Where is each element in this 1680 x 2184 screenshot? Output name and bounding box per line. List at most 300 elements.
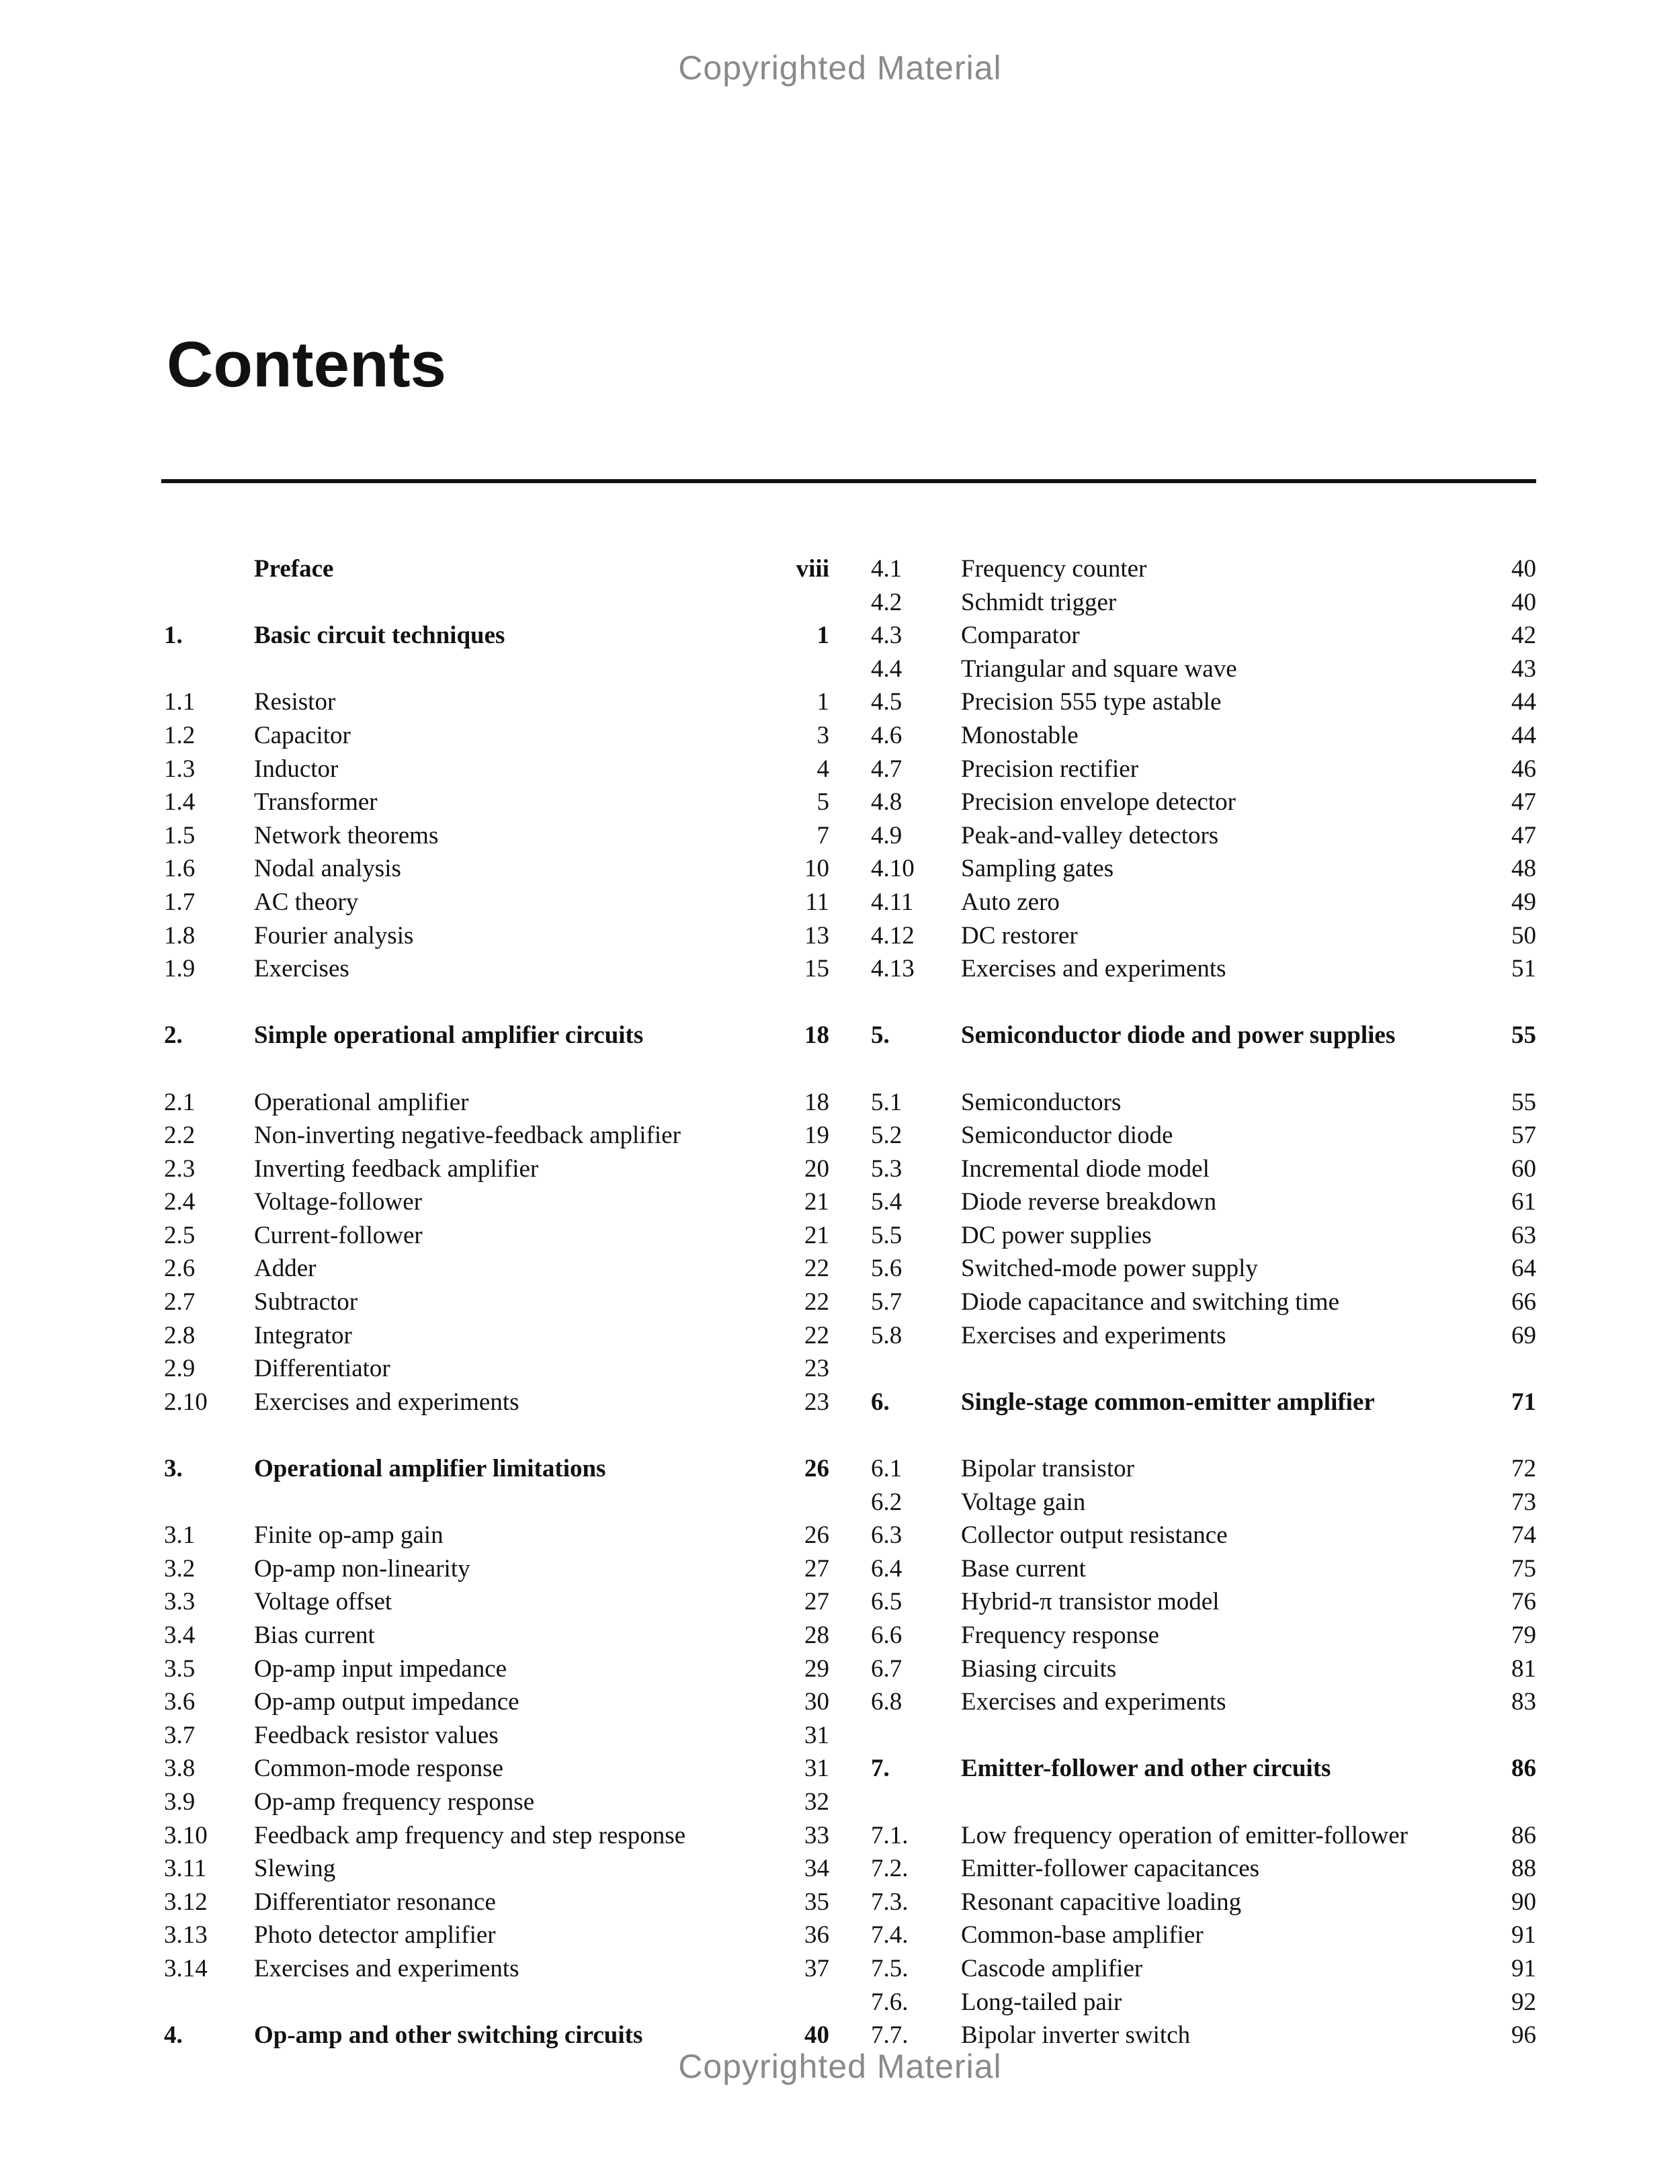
toc-section-entry: [871, 919, 1536, 953]
entry-title: Current-follower: [254, 1221, 423, 1249]
entry-page: 55: [1511, 1088, 1536, 1116]
entry-title: Base current: [961, 1554, 1086, 1583]
toc-chapter-entry: [871, 1386, 1536, 1419]
entry-title: Diode capacitance and switching time: [961, 1288, 1340, 1316]
toc-section-entry: [871, 753, 1536, 786]
toc-section-entry: [164, 1286, 829, 1319]
toc-section-entry: [164, 1185, 829, 1219]
toc-section-entry: [871, 1886, 1536, 1919]
entry-number: 4.9: [871, 821, 902, 849]
entry-number: 1.9: [164, 955, 196, 983]
entry-number: 1.7: [164, 888, 196, 916]
entry-title: Exercises and experiments: [961, 955, 1226, 983]
entry-title: Finite op-amp gain: [254, 1521, 444, 1550]
entry-page: 60: [1511, 1154, 1536, 1183]
entry-number: 1.2: [164, 721, 196, 749]
entry-page: 33: [804, 1821, 829, 1849]
toc-section-entry: [164, 1386, 829, 1419]
entry-title: Sampling gates: [961, 855, 1114, 883]
entry-page: 7: [816, 821, 829, 849]
entry-title: Low frequency operation of emitter-follower: [961, 1821, 1408, 1849]
entry-title: Preface: [254, 555, 334, 583]
toc-section-entry: [164, 1252, 829, 1286]
toc-left-column: [164, 552, 829, 2052]
entry-number: 3.11: [164, 1855, 207, 1883]
toc-section-entry: [164, 719, 829, 753]
entry-page: 20: [804, 1154, 829, 1183]
entry-number: 3.1: [164, 1521, 196, 1550]
entry-number: 3.: [164, 1455, 183, 1483]
entry-number: 3.3: [164, 1588, 196, 1616]
entry-page: 83: [1511, 1688, 1536, 1716]
entry-title: Emitter-follower capacitances: [961, 1855, 1260, 1883]
entry-title: Semiconductors: [961, 1088, 1122, 1116]
entry-page: 29: [804, 1654, 829, 1683]
entry-page: 44: [1511, 721, 1536, 749]
toc-section-entry: [164, 786, 829, 819]
entry-number: 7.5.: [871, 1954, 909, 1982]
entry-page: 46: [1511, 755, 1536, 783]
entry-title: Integrator: [254, 1321, 352, 1349]
entry-number: 2.: [164, 1021, 183, 1050]
entry-title: Capacitor: [254, 721, 351, 749]
entry-title: Op-amp output impedance: [254, 1688, 519, 1716]
entry-page: 15: [804, 955, 829, 983]
toc-section-entry: [871, 1519, 1536, 1552]
toc-section-entry: [164, 1752, 829, 1786]
entry-page: 22: [804, 1321, 829, 1349]
toc-section-entry: [164, 1685, 829, 1719]
toc-section-entry: [164, 919, 829, 953]
entry-page: 23: [804, 1355, 829, 1383]
entry-page: 18: [804, 1021, 829, 1050]
toc-spacer: [164, 1486, 829, 1519]
entry-page: 3: [816, 721, 829, 749]
entry-page: 1: [816, 622, 829, 650]
entry-title: Operational amplifier: [254, 1088, 469, 1116]
entry-title: Non-inverting negative-feedback amplifier: [254, 1122, 681, 1150]
entry-page: 66: [1511, 1288, 1536, 1316]
toc-spacer: [871, 1052, 1536, 1086]
entry-title: Precision 555 type astable: [961, 688, 1222, 716]
toc-chapter-entry: [164, 1452, 829, 1486]
entry-title: Photo detector amplifier: [254, 1921, 496, 1949]
entry-number: 5.6: [871, 1255, 902, 1283]
entry-page: 4: [816, 755, 829, 783]
entry-page: 88: [1511, 1855, 1536, 1883]
entry-number: 7.3.: [871, 1888, 909, 1916]
toc-section-entry: [164, 1952, 829, 1986]
entry-page: 61: [1511, 1188, 1536, 1216]
toc-section-entry: [871, 1185, 1536, 1219]
entry-page: 74: [1511, 1521, 1536, 1550]
entry-number: 4.11: [871, 888, 914, 916]
entry-number: 5.2: [871, 1122, 902, 1150]
toc-section-entry: [871, 1286, 1536, 1319]
entry-title: Slewing: [254, 1855, 336, 1883]
entry-number: 2.10: [164, 1388, 208, 1416]
entry-page: 13: [804, 921, 829, 950]
entry-page: 32: [804, 1788, 829, 1816]
entry-title: Exercises and experiments: [961, 1688, 1226, 1716]
entry-title: Exercises and experiments: [254, 1388, 519, 1416]
entry-page: 31: [804, 1721, 829, 1749]
entry-number: 2.2: [164, 1122, 196, 1150]
entry-number: 5.1: [871, 1088, 902, 1116]
toc-chapter-entry: [871, 1752, 1536, 1786]
entry-page: 50: [1511, 921, 1536, 950]
toc-spacer: [164, 1419, 829, 1452]
entry-title: Precision envelope detector: [961, 788, 1236, 816]
entry-page: 69: [1511, 1321, 1536, 1349]
entry-page: 23: [804, 1388, 829, 1416]
entry-page: 11: [805, 888, 829, 916]
entry-number: 2.9: [164, 1355, 196, 1383]
toc-section-entry: [871, 552, 1536, 586]
entry-number: 7.1.: [871, 1821, 909, 1849]
toc-section-entry: [871, 786, 1536, 819]
entry-title: Op-amp and other switching circuits: [254, 2021, 643, 2050]
toc-section-entry: [871, 685, 1536, 719]
entry-title: Nodal analysis: [254, 855, 401, 883]
entry-page: 86: [1511, 1755, 1536, 1783]
entry-page: 64: [1511, 1255, 1536, 1283]
toc-section-entry: [164, 1585, 829, 1619]
entry-title: Comparator: [961, 622, 1080, 650]
toc-section-entry: [871, 1952, 1536, 1986]
entry-title: Switched-mode power supply: [961, 1255, 1258, 1283]
toc-section-entry: [164, 1519, 829, 1552]
entry-number: 3.8: [164, 1755, 196, 1783]
entry-title: Precision rectifier: [961, 755, 1139, 783]
entry-title: Diode reverse breakdown: [961, 1188, 1217, 1216]
entry-title: Bipolar inverter switch: [961, 2021, 1191, 2050]
toc-section-entry: [164, 1086, 829, 1120]
entry-number: 4.13: [871, 955, 915, 983]
entry-number: 7.2.: [871, 1855, 909, 1883]
entry-number: 4.10: [871, 855, 915, 883]
entry-page: 34: [804, 1855, 829, 1883]
entry-title: Basic circuit techniques: [254, 622, 505, 650]
toc-section-entry: [871, 1986, 1536, 2019]
page-title: Contents: [167, 329, 446, 401]
entry-number: 2.7: [164, 1288, 196, 1316]
toc-spacer: [871, 1419, 1536, 1452]
entry-page: 96: [1511, 2021, 1536, 2050]
toc-section-entry: [164, 1219, 829, 1253]
entry-title: Exercises and experiments: [254, 1954, 519, 1982]
entry-title: Common-base amplifier: [961, 1921, 1204, 1949]
entry-page: 40: [1511, 588, 1536, 616]
entry-title: Fourier analysis: [254, 921, 414, 950]
entry-number: 6.6: [871, 1622, 902, 1649]
entry-page: 26: [804, 1455, 829, 1483]
entry-title: Emitter-follower and other circuits: [961, 1755, 1331, 1783]
toc-section-entry: [871, 586, 1536, 620]
entry-page: 57: [1511, 1122, 1536, 1150]
entry-title: Biasing circuits: [961, 1654, 1117, 1683]
entry-number: 3.10: [164, 1821, 208, 1849]
toc-section-entry: [871, 653, 1536, 686]
entry-number: 4.1: [871, 555, 902, 583]
entry-page: 72: [1511, 1455, 1536, 1483]
entry-title: Adder: [254, 1255, 317, 1283]
entry-page: 19: [804, 1122, 829, 1150]
toc-spacer: [871, 986, 1536, 1019]
toc-section-entry: [871, 1152, 1536, 1186]
toc-section-entry: [164, 1352, 829, 1386]
entry-number: 3.9: [164, 1788, 196, 1816]
toc-section-entry: [871, 1919, 1536, 1952]
entry-page: 40: [804, 2021, 829, 2050]
entry-title: Auto zero: [961, 888, 1060, 916]
toc-section-entry: [871, 1086, 1536, 1120]
entry-number: 4.: [164, 2021, 183, 2050]
toc-spacer: [164, 586, 829, 620]
entry-title: Exercises and experiments: [961, 1321, 1226, 1349]
entry-number: 1.4: [164, 788, 196, 816]
toc-section-entry: [871, 1619, 1536, 1652]
entry-number: 5.: [871, 1021, 890, 1050]
toc-section-entry: [871, 1852, 1536, 1886]
entry-page: 22: [804, 1255, 829, 1283]
toc-section-entry: [164, 1786, 829, 1819]
entry-page: 1: [816, 688, 829, 716]
entry-title: Op-amp non-linearity: [254, 1554, 470, 1583]
entry-title: Monostable: [961, 721, 1079, 749]
toc-section-entry: [164, 886, 829, 919]
toc-section-entry: [871, 1685, 1536, 1719]
toc-section-entry: [871, 1652, 1536, 1686]
entry-title: Operational amplifier limitations: [254, 1455, 606, 1483]
entry-page: 36: [804, 1921, 829, 1949]
toc-section-entry: [164, 685, 829, 719]
entry-page: 63: [1511, 1221, 1536, 1249]
entry-number: 3.5: [164, 1654, 196, 1683]
toc-spacer: [164, 653, 829, 686]
entry-page: 31: [804, 1755, 829, 1783]
entry-number: 6.4: [871, 1554, 902, 1583]
toc-section-entry: [871, 819, 1536, 853]
toc-section-entry: [164, 753, 829, 786]
entry-page: 27: [804, 1554, 829, 1583]
entry-number: 5.3: [871, 1154, 902, 1183]
entry-number: 3.2: [164, 1554, 196, 1583]
toc-section-entry: [871, 852, 1536, 886]
entry-title: Cascode amplifier: [961, 1954, 1143, 1982]
entry-page: 90: [1511, 1888, 1536, 1916]
entry-page: 48: [1511, 855, 1536, 883]
entry-title: Op-amp frequency response: [254, 1788, 535, 1816]
toc-section-entry: [164, 1886, 829, 1919]
toc-spacer: [164, 1052, 829, 1086]
entry-number: 5.7: [871, 1288, 902, 1316]
entry-page: 51: [1511, 955, 1536, 983]
entry-page: 44: [1511, 688, 1536, 716]
watermark-bottom: Copyrighted Material: [678, 2048, 1002, 2085]
entry-page: 91: [1511, 1954, 1536, 1982]
toc-section-entry: [871, 1219, 1536, 1253]
entry-page: 35: [804, 1888, 829, 1916]
toc-section-entry: [164, 1552, 829, 1586]
toc-section-entry: [164, 1619, 829, 1652]
entry-page: 27: [804, 1588, 829, 1616]
entry-number: 2.5: [164, 1221, 196, 1249]
entry-page: 18: [804, 1088, 829, 1116]
entry-number: 3.13: [164, 1921, 208, 1949]
entry-page: 76: [1511, 1588, 1536, 1616]
entry-number: 2.8: [164, 1321, 196, 1349]
entry-page: 21: [804, 1188, 829, 1216]
toc-section-entry: [871, 1452, 1536, 1486]
entry-number: 1.6: [164, 855, 196, 883]
entry-title: Transformer: [254, 788, 378, 816]
entry-page: 91: [1511, 1921, 1536, 1949]
toc-section-entry: [871, 719, 1536, 753]
entry-page: 55: [1511, 1021, 1536, 1050]
entry-title: Inductor: [254, 755, 339, 783]
toc-section-entry: [871, 1319, 1536, 1353]
entry-page: 75: [1511, 1554, 1536, 1583]
entry-number: 4.8: [871, 788, 902, 816]
entry-number: 1.5: [164, 821, 196, 849]
entry-title: Resistor: [254, 688, 336, 716]
entry-number: 4.2: [871, 588, 902, 616]
entry-page: 26: [804, 1521, 829, 1550]
entry-page: 43: [1511, 655, 1536, 683]
entry-number: 2.4: [164, 1188, 196, 1216]
toc-right-column: [871, 552, 1536, 2052]
entry-title: DC power supplies: [961, 1221, 1152, 1249]
entry-page: 21: [804, 1221, 829, 1249]
entry-number: 2.1: [164, 1088, 196, 1116]
toc-chapter-entry: [871, 1019, 1536, 1052]
entry-number: 6.1: [871, 1455, 902, 1483]
entry-number: 5.5: [871, 1221, 902, 1249]
entry-number: 2.6: [164, 1255, 196, 1283]
entry-page: 10: [804, 855, 829, 883]
entry-number: 6.2: [871, 1488, 902, 1516]
entry-page: 47: [1511, 821, 1536, 849]
toc-section-entry: [164, 1852, 829, 1886]
toc-section-entry: [871, 886, 1536, 919]
entry-number: 1.: [164, 622, 183, 650]
entry-number: 4.6: [871, 721, 902, 749]
entry-title: Peak-and-valley detectors: [961, 821, 1219, 849]
entry-page: 73: [1511, 1488, 1536, 1516]
entry-page: 42: [1511, 622, 1536, 650]
entry-title: Feedback amp frequency and step response: [254, 1821, 686, 1849]
toc-section-entry: [164, 952, 829, 986]
toc-chapter-entry: [164, 552, 829, 586]
entry-title: Incremental diode model: [961, 1154, 1210, 1183]
toc-section-entry: [164, 1152, 829, 1186]
toc-chapter-entry: [164, 619, 829, 653]
entry-number: 1.1: [164, 688, 196, 716]
entry-number: 6.7: [871, 1654, 902, 1683]
watermark-top: Copyrighted Material: [678, 49, 1002, 87]
entry-page: 71: [1511, 1388, 1536, 1416]
toc-spacer: [164, 986, 829, 1019]
toc-section-entry: [871, 1119, 1536, 1152]
entry-title: Exercises: [254, 955, 349, 983]
entry-page: 92: [1511, 1988, 1536, 2016]
toc-section-entry: [164, 852, 829, 886]
entry-number: 6.5: [871, 1588, 902, 1616]
entry-number: 7.6.: [871, 1988, 909, 2016]
toc-section-entry: [164, 1319, 829, 1353]
entry-page: 47: [1511, 788, 1536, 816]
entry-title: AC theory: [254, 888, 359, 916]
entry-title: Differentiator resonance: [254, 1888, 496, 1916]
entry-number: 1.3: [164, 755, 196, 783]
entry-number: 7.4.: [871, 1921, 909, 1949]
toc-section-entry: [871, 1585, 1536, 1619]
entry-number: 5.4: [871, 1188, 902, 1216]
entry-number: 3.4: [164, 1622, 196, 1649]
entry-number: 4.7: [871, 755, 902, 783]
entry-title: Resonant capacitive loading: [961, 1888, 1242, 1916]
entry-number: 4.3: [871, 622, 902, 650]
entry-title: Voltage offset: [254, 1588, 392, 1616]
entry-title: Triangular and square wave: [961, 655, 1237, 683]
entry-title: Inverting feedback amplifier: [254, 1154, 539, 1183]
entry-page: 22: [804, 1288, 829, 1316]
toc-section-entry: [871, 1486, 1536, 1519]
entry-number: 2.3: [164, 1154, 196, 1183]
entry-title: Op-amp input impedance: [254, 1654, 507, 1683]
entry-page: 40: [1511, 555, 1536, 583]
entry-title: Long-tailed pair: [961, 1988, 1122, 2016]
entry-number: 3.14: [164, 1954, 208, 1982]
toc-spacer: [164, 1986, 829, 2019]
entry-title: Voltage gain: [961, 1488, 1086, 1516]
entry-number: 3.12: [164, 1888, 208, 1916]
entry-number: 7.7.: [871, 2021, 909, 2050]
entry-title: Semiconductor diode and power supplies: [961, 1021, 1396, 1050]
entry-page: viii: [796, 555, 829, 583]
entry-page: 28: [804, 1622, 829, 1649]
entry-page: 37: [804, 1954, 829, 1982]
entry-title: Frequency counter: [961, 555, 1147, 583]
entry-title: Network theorems: [254, 821, 439, 849]
entry-number: 3.6: [164, 1688, 196, 1716]
entry-number: 5.8: [871, 1321, 902, 1349]
toc-section-entry: [871, 952, 1536, 986]
toc-section-entry: [871, 1819, 1536, 1853]
toc-section-entry: [164, 1719, 829, 1753]
toc-section-entry: [164, 1819, 829, 1853]
entry-title: Differentiator: [254, 1355, 390, 1383]
entry-number: 6.: [871, 1388, 890, 1416]
toc-spacer: [871, 1719, 1536, 1753]
entry-number: 1.8: [164, 921, 196, 950]
toc-section-entry: [871, 1552, 1536, 1586]
toc-spacer: [871, 1352, 1536, 1386]
toc-section-entry: [164, 819, 829, 853]
entry-number: 4.4: [871, 655, 902, 683]
entry-page: 49: [1511, 888, 1536, 916]
entry-title: Schmidt trigger: [961, 588, 1117, 616]
entry-page: 5: [816, 788, 829, 816]
entry-title: Feedback resistor values: [254, 1721, 499, 1749]
entry-title: Simple operational amplifier circuits: [254, 1021, 644, 1050]
entry-title: Frequency response: [961, 1622, 1159, 1649]
title-rule: [161, 479, 1536, 483]
entry-number: 7.: [871, 1755, 890, 1783]
toc-spacer: [871, 1786, 1536, 1819]
entry-number: 3.7: [164, 1721, 196, 1749]
